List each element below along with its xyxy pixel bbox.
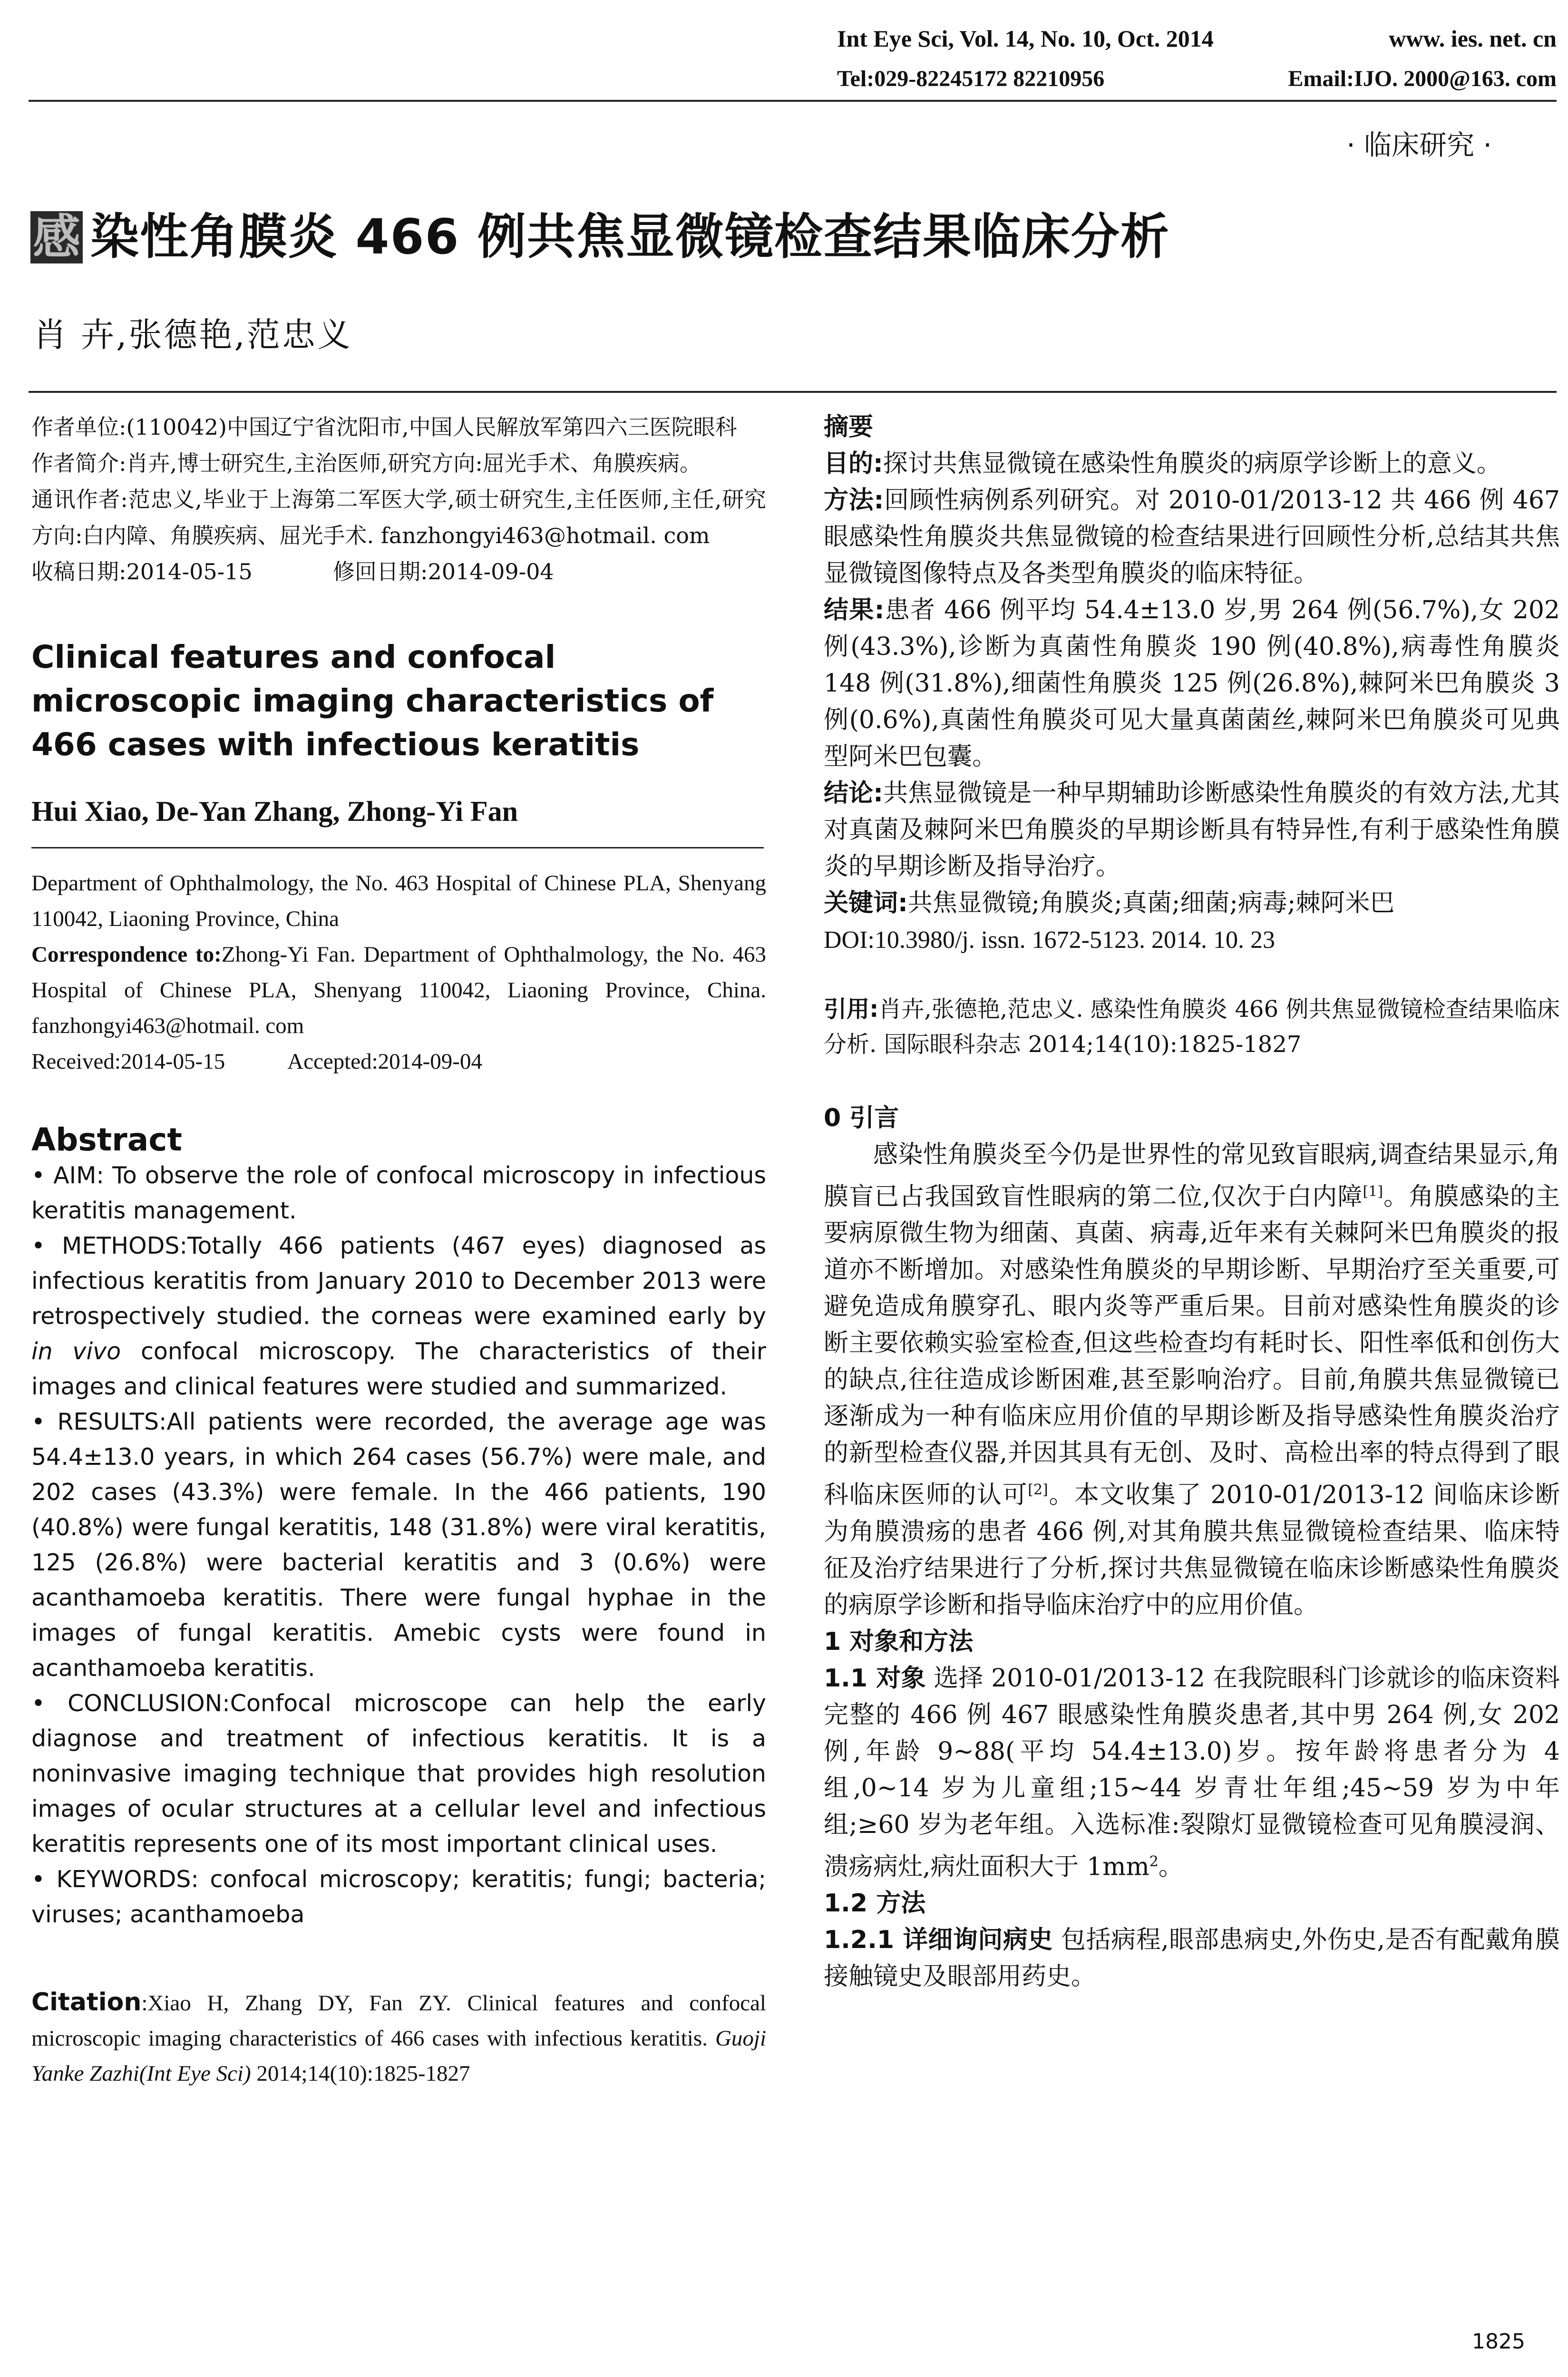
received-date-en: Received:2014-05-15 <box>31 1049 225 1074</box>
page-number: 1825 <box>1472 2329 1525 2354</box>
correspondence-label: Correspondence to: <box>31 942 222 967</box>
intro-text-a: 感染性角膜炎至今仍是世界性的常见致盲眼病,调查结果显示,角膜盲已占我国致盲性眼病的第二位,仅次于白内障 <box>824 1140 1560 1211</box>
english-dept: Department of Ophthalmology, the No. 463 Hospital of Chinese PLA, Shenyang 110042, Liaoning Province, China <box>31 871 766 931</box>
abstract-results: • RESULTS:All patients were recorded, the average age was 54.4±13.0 years, in which 264 cases (56.7%) were male, and 202 cases (43.3%) were female. In the 466 patients, 190 (40.8%) were fungal keratitis, 148 (31.8%) were viral keratitis, 125 (26.8%) were bacterial keratitis and 3 (0.6%) were acanthamoeba keratitis. There were fungal hyphae in the images of fungal keratitis. Amebic cysts were found in acanthamoeba keratitis. <box>31 1408 766 1682</box>
keywords-text: 共焦显微镜;角膜炎;真菌;细菌;病毒;棘阿米巴 <box>907 889 1395 917</box>
author-unit: 作者单位:(110042)中国辽宁省沈阳市,中国人民解放军第四六三医院眼科 <box>31 414 737 440</box>
abstract-aim: • AIM: To observe the role of confocal microscopy in infectious keratitis management. <box>31 1162 766 1224</box>
paper-title: 染性角膜炎 466 例共焦显微镜检查结果临床分析 <box>90 209 1170 265</box>
section12-heading: 1.2 方法 <box>824 1889 926 1918</box>
abstract-cn-keywords <box>824 885 1560 922</box>
citation-text-b: 2014;14(10):1825-1827 <box>251 2061 470 2086</box>
accepted-date-en: Accepted:2014-09-04 <box>287 1049 482 1074</box>
intro-text-c: 。本文收集了 2010-01/2013-12 间临床诊断为角膜溃疡的患者 466 例,对其角膜共焦显微镜检查结果、临床特征及治疗结果进行了分析,探讨共焦显微镜在临床诊断感染性角膜炎的病原学诊断和指导临床治疗中的应用价值。 <box>824 1481 1560 1619</box>
section121-text: 包括病程,眼部患病史,外伤史,是否有配戴角膜接触镜史及眼部用药史。 <box>824 1925 1560 1991</box>
english-correspondence <box>31 937 766 1044</box>
methods-text-b: confocal microscopy. The characteristics of their images and clinical features were studied and summarized. <box>31 1338 767 1400</box>
abstract-heading: Abstract <box>31 1121 182 1158</box>
aim-text: 探讨共焦显微镜在感染性角膜炎的病原学诊断上的意义。 <box>883 449 1501 478</box>
abstract-cn-method <box>824 482 1560 592</box>
abstract-conclusion: • CONCLUSION:Confocal microscope can help the early diagnose and treatment of infectious keratitis. It is a noninvasive imaging technique that provides high resolution images of ocular structures at a cellular level and infectious keratitis represents one of its most important clinical uses. <box>31 1690 766 1858</box>
ref-2: [2] <box>1028 1481 1048 1499</box>
author-bio: 作者简介:肖卉,博士研究生,主治医师,研究方向:屈光手术、角膜疾病。 <box>31 450 701 476</box>
aim-label: 目的: <box>824 449 883 478</box>
section-tag: · 临床研究 · <box>1346 129 1492 161</box>
intro-heading: 0 引言 <box>824 1104 899 1132</box>
citation-cn-label: 引用: <box>824 996 879 1023</box>
doi: DOI:10.3980/j. issn. 1672-5123. 2014. 10. 23 <box>824 926 1275 954</box>
methods-text-a: • METHODS:Totally 466 patients (467 eyes) diagnosed as infectious keratitis from January 2010 to December 2013 were retrospectively studied. the corneas were examined early by <box>31 1232 766 1330</box>
corresponding-author: 通讯作者:范忠义,毕业于上海第二军医大学,硕士研究生,主任医师,主任,研究方向:白内障、角膜疾病、屈光手术. fanzhongyi463@hotmail. com <box>31 487 766 548</box>
intro-text-b: 。角膜感染的主要病原微生物为细菌、真菌、病毒,近年来有关棘阿米巴角膜炎的报道亦不断增加。对感染性角膜炎的早期诊断、早期治疗至关重要,可避免造成角膜穿孔、眼内炎等严重后果。目前对感染性角膜炎的诊断主要依赖实验室检查,但这些检查均有耗时长、阳性率低和创伤大的缺点,往往造成诊断困难,甚至影响治疗。目前,角膜共焦显微镜已逐渐成为一种有临床应用价值的早期诊断及指导感染性角膜炎治疗的新型检查仪器,并因其具有无创、及时、高检出率的特点得到了眼科临床医师的认可 <box>824 1182 1560 1510</box>
left-column <box>31 409 766 2091</box>
result-text: 患者 466 例平均 54.4±13.0 岁,男 264 例(56.7%),女 202 例(43.3%),诊断为真菌性角膜炎 190 例(40.8%),病毒性角膜炎 148 例(31.8%),细菌性角膜炎 125 例(26.8%),棘阿米巴角膜炎 3 例(0.6%),真菌性角膜炎可见大量真菌菌丝,棘阿米巴角膜炎可见典型阿米巴包囊。 <box>824 596 1560 771</box>
journal-tel: Tel:029-82245172 82210956 <box>837 66 1105 91</box>
journal-email: Email:IJO. 2000@163. com <box>1288 66 1557 91</box>
journal-website: www. ies. net. cn <box>1389 25 1557 52</box>
citation-en <box>31 1985 766 2091</box>
english-title: Clinical features and confocal microscopic imaging characteristics of 466 cases with infectious keratitis <box>31 639 714 763</box>
section11-label: 1.1 对象 <box>824 1664 926 1693</box>
ref-1: [1] <box>1363 1183 1383 1200</box>
section1-heading: 1 对象和方法 <box>824 1627 974 1656</box>
citation-cn-text: 肖卉,张德艳,范忠义. 感染性角膜炎 466 例共焦显微镜检查结果临床分析. 国际眼科杂志 2014;14(10):1825-1827 <box>824 996 1560 1058</box>
conclusion-label: 结论: <box>824 779 883 808</box>
revised-date-cn: 修回日期:2014-09-04 <box>332 559 554 585</box>
header-rule <box>29 100 1557 102</box>
methods-italic: in vivo <box>31 1338 121 1365</box>
citation-cn <box>824 992 1560 1062</box>
citation-journal: Guoji Yanke Zazhi(Int Eye Sci) <box>31 2026 766 2086</box>
abstract-methods <box>31 1228 766 1404</box>
abstract-cn-result <box>824 592 1560 775</box>
right-column <box>824 409 1560 1995</box>
method-text: 回顾性病例系列研究。对 2010-01/2013-12 共 466 例 467 眼感染性角膜炎共焦显微镜的检查结果进行回顾性分析,总结其共焦显微镜图像特点及各类型角膜炎的临床特征。 <box>824 486 1560 588</box>
method-label: 方法: <box>824 486 884 515</box>
intro-paragraph <box>824 1137 1560 1624</box>
abstract-cn-heading: 摘要 <box>824 413 874 441</box>
journal-info: Int Eye Sci, Vol. 14, No. 10, Oct. 2014 <box>837 25 1214 52</box>
section121-label: 1.2.1 详细询问病史 <box>824 1925 1053 1954</box>
title-rule <box>29 391 1557 393</box>
english-authors: Hui Xiao, De-Yan Zhang, Zhong-Yi Fan <box>31 796 518 827</box>
title-initial: 感 <box>33 209 80 265</box>
abstract-keywords: • KEYWORDS: confocal microscopy; keratitis; fungi; bacteria; viruses; acanthamoeba <box>31 1866 766 1928</box>
section11-text-b: 。 <box>1158 1852 1183 1881</box>
result-label: 结果: <box>824 596 885 624</box>
keywords-label: 关键词: <box>824 889 908 917</box>
citation-text-a: :Xiao H, Zhang DY, Fan ZY. Clinical features and confocal microscopic imaging characteristics of 466 cases with infectious keratitis. <box>31 1991 766 2051</box>
english-dates <box>31 1044 766 1080</box>
citation-label: Citation <box>31 1988 142 2017</box>
correspondence-text: Zhong-Yi Fan. Department of Ophthalmology, the No. 463 Hospital of Chinese PLA, Shenyang 110042, Liaoning Province, China. fanzhongyi463@hotmail. com <box>31 942 766 1038</box>
section11-paragraph <box>824 1660 1560 1885</box>
section121-paragraph <box>824 1922 1560 1995</box>
abstract-cn-aim <box>824 446 1560 482</box>
abstract-cn-conclusion <box>824 775 1560 885</box>
authors-cn: 肖 卉,张德艳,范忠义 <box>33 315 352 354</box>
dates-cn <box>31 554 766 590</box>
section11-text-a: 选择 2010-01/2013-12 在我院眼科门诊就诊的临床资料完整的 466 例 467 眼感染性角膜炎患者,其中男 264 例,女 202 例,年龄 9~88(平均 54.4±13.0)岁。按年龄将患者分为 4 组,0~14 岁为儿童组;15~44 岁青壮年组;45~59 岁为中年组;≥60 岁为老年组。入选标准:裂隙灯显微镜检查可见角膜浸润、溃疡病灶,病灶面积大于 1mm <box>824 1664 1560 1881</box>
conclusion-text: 共焦显微镜是一种早期辅助诊断感染性角膜炎的有效方法,尤其对真菌及棘阿米巴角膜炎的早期诊断具有特异性,有利于感染性角膜炎的早期诊断及指导治疗。 <box>824 779 1560 881</box>
received-date-cn: 收稿日期:2014-05-15 <box>31 559 253 585</box>
superscript-2: 2 <box>1149 1853 1159 1870</box>
